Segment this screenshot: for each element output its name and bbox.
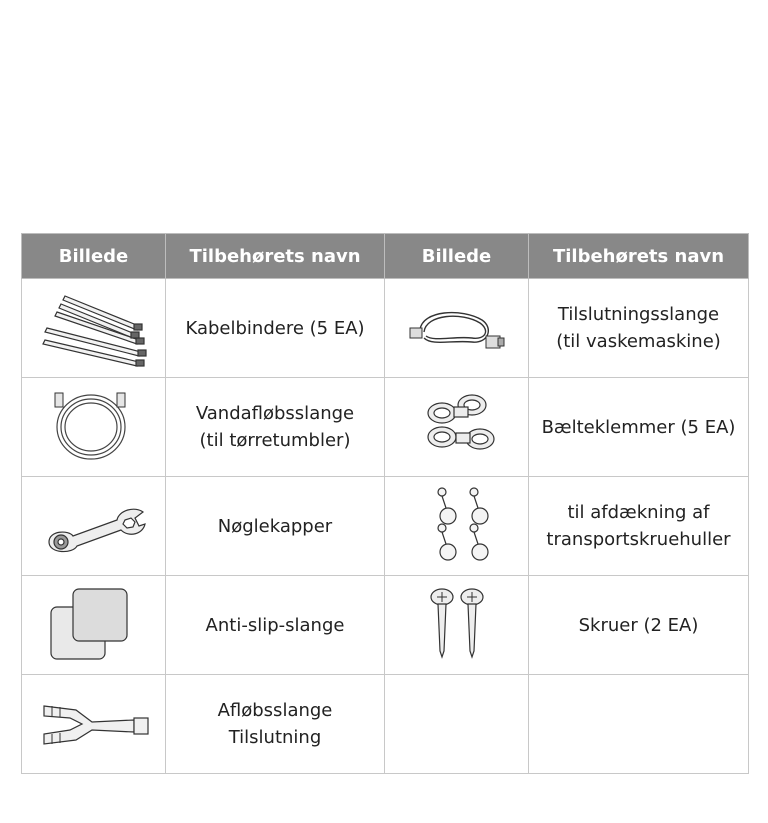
accessory-name [166,477,385,576]
accessory-name [529,279,749,378]
table-header-row [22,234,749,279]
header-image: Billede [385,234,529,279]
accessory-name [166,675,385,774]
accessory-name-text: Nøglekapper [217,515,333,537]
image-cell [22,576,166,675]
belt-clamps-icon [402,387,512,467]
accessory-name-text: Skruer (2 EA) [578,614,699,636]
accessory-name [166,378,385,477]
image-cell [385,378,529,477]
accessory-name [529,477,749,576]
accessory-name-text: Vandafløbsslange (til tørretumbler) [195,403,355,451]
accessory-name-text: Kabelbindere (5 EA) [185,317,365,339]
image-cell [385,477,529,576]
image-cell [385,279,529,378]
accessory-name-text: til afdækning af transportskruehuller [546,502,731,550]
cable-ties-icon [39,288,149,368]
drain-connector-icon [34,694,154,754]
connection-hose-icon [402,298,512,358]
accessory-name-text: Afløbsslange Tilslutning [217,700,333,748]
accessory-name-text: Bælteklemmer (5 EA) [541,416,736,438]
accessory-name [529,378,749,477]
image-cell [22,477,166,576]
accessory-name-text: Anti-slip-slange [205,614,345,636]
accessory-name [529,576,749,675]
table-row [22,279,749,378]
header-accessory-name: Tilbehørets navn [529,234,749,279]
hole-caps-icon [402,486,512,566]
image-cell [22,675,166,774]
image-cell [22,279,166,378]
table-row [22,576,749,675]
drain-hose-icon [39,387,149,467]
table-row [22,675,749,774]
image-cell [22,378,166,477]
anti-slip-pads-icon [39,585,149,665]
table-row [22,477,749,576]
accessory-name-text: Tilslutningsslange (til vaskemaskine) [556,304,721,352]
header-accessory-name: Tilbehørets navn [166,234,385,279]
accessory-name [166,576,385,675]
image-cell [385,576,529,675]
accessories-table [21,233,749,774]
image-cell-empty [385,675,529,774]
screws-icon [402,585,512,665]
table-row [22,378,749,477]
accessory-name-empty [529,675,749,774]
header-image: Billede [22,234,166,279]
accessory-name [166,279,385,378]
wrench-icon [39,496,149,556]
